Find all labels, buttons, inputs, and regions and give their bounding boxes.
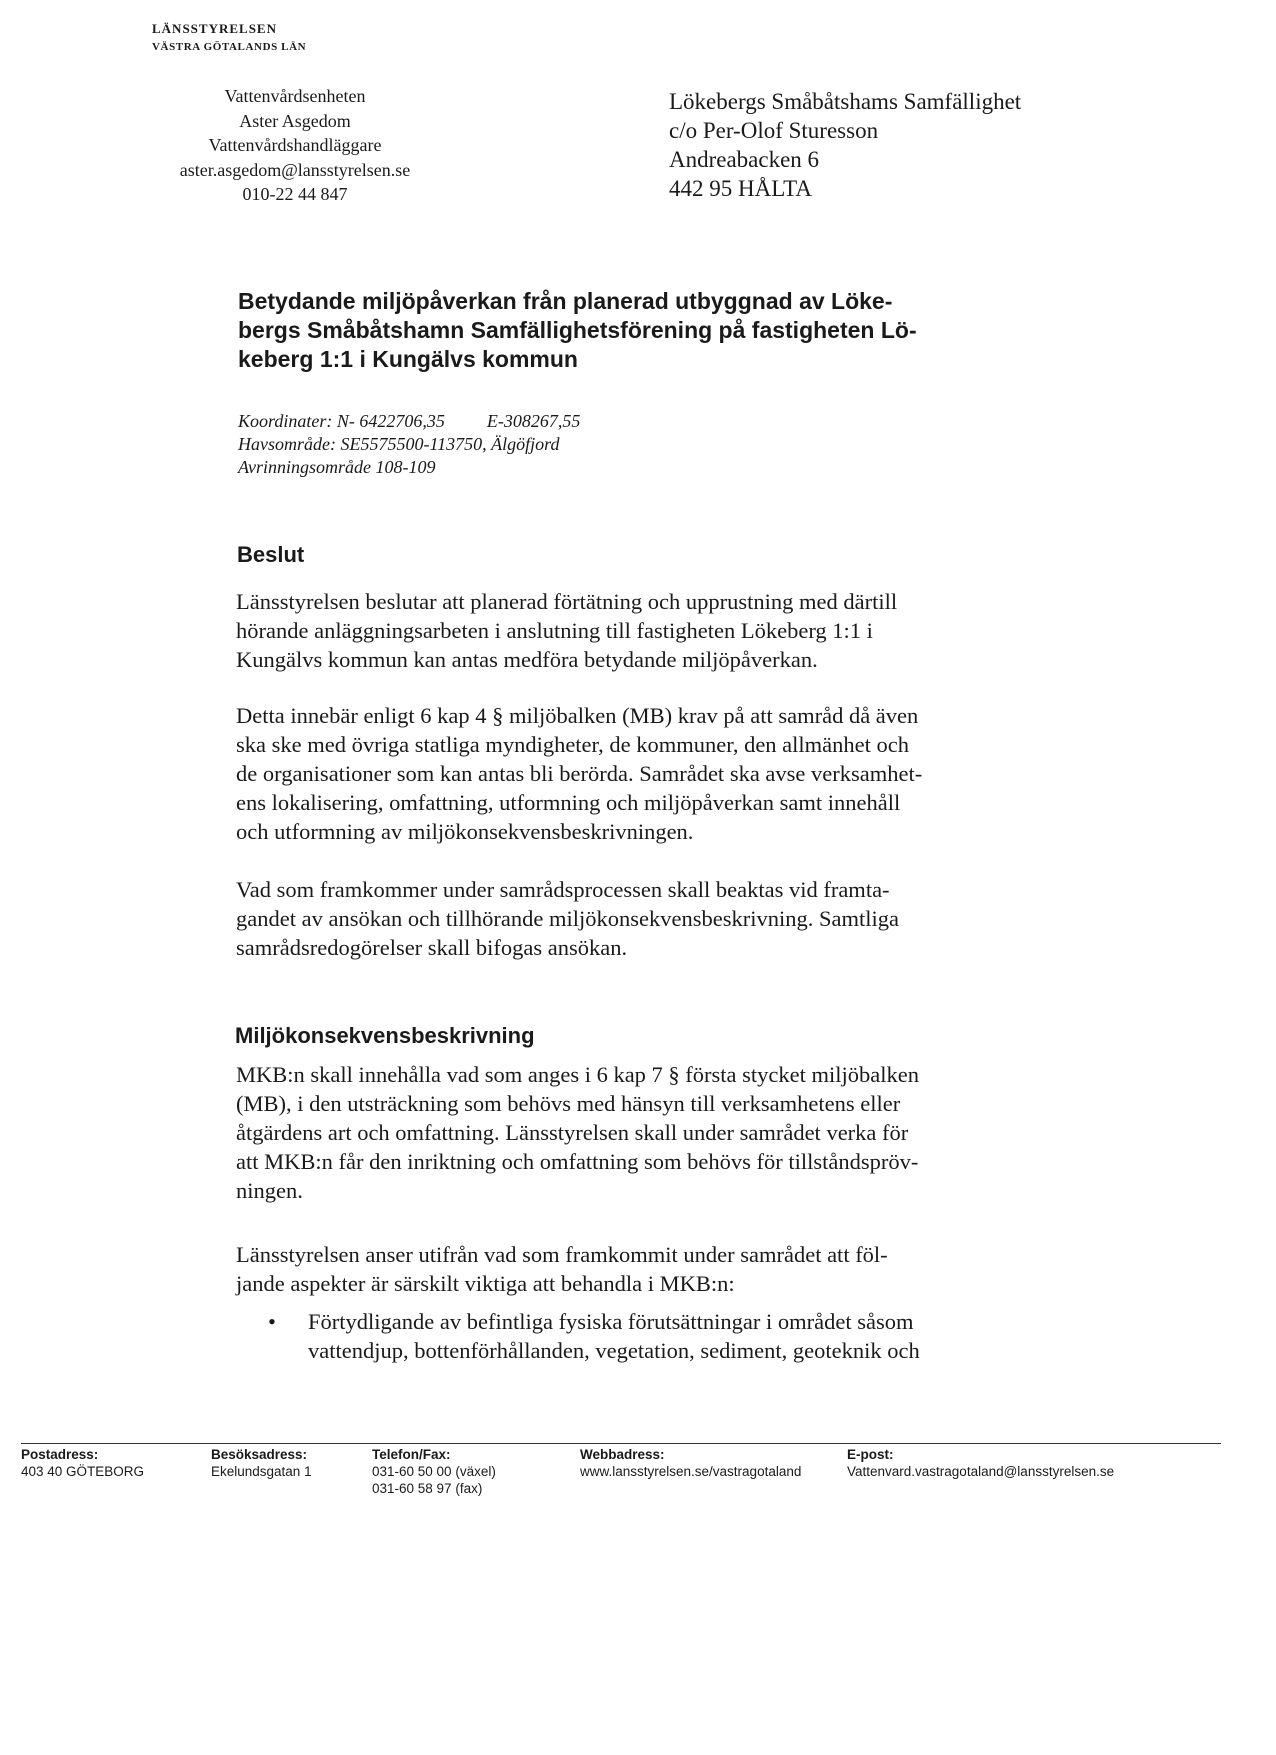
organization-letterhead	[152, 20, 306, 56]
footer-label: Webbadress:	[580, 1447, 665, 1462]
text-line: jande aspekter är särskilt viktiga att behandla i MKB:n:	[236, 1271, 735, 1296]
sender-name: Aster Asgedom	[239, 110, 351, 131]
footer-label: E-post:	[847, 1447, 894, 1462]
paragraph-decision	[236, 587, 1026, 674]
footer-label: Telefon/Fax:	[372, 1447, 451, 1462]
text-line: och utformning av miljökonsekvensbeskrivningen.	[236, 819, 694, 844]
sender-unit: Vattenvårdsenheten	[224, 86, 366, 106]
recipient-address	[669, 87, 1021, 203]
footer-phone-fax	[372, 1446, 496, 1497]
paragraph-consultation	[236, 701, 1026, 846]
footer-value: 031-60 58 97 (fax)	[372, 1481, 483, 1496]
footer-label: Besöksadress:	[211, 1447, 308, 1462]
text-line: Detta innebär enligt 6 kap 4 § miljöbalken (MB) krav på att samråd då även	[236, 703, 919, 728]
recipient-line: Lökebergs Småbåtshams Samfällighet	[669, 89, 1022, 114]
title-line: keberg 1:1 i Kungälvs kommun	[238, 346, 578, 372]
footer-value: Vattenvard.vastragotaland@lansstyrelsen.se	[847, 1464, 1115, 1479]
coordinates-block	[238, 410, 580, 479]
document-title	[238, 287, 998, 374]
footer-value: www.lansstyrelsen.se/vastragotaland	[580, 1464, 802, 1479]
text-line: Länsstyrelsen anser utifrån vad som framkommit under samrådet att föl-	[236, 1242, 888, 1267]
text-line: MKB:n skall innehålla vad som anges i 6 kap 7 § första stycket miljöbalken	[236, 1062, 919, 1087]
sender-role: Vattenvårdshandläggare	[208, 135, 382, 155]
org-region: VÄSTRA GÖTALANDS LÄN	[152, 41, 307, 53]
text-line: gandet av ansökan och tillhörande miljökonsekvensbeskrivning. Samtliga	[236, 906, 899, 931]
text-line: Länsstyrelsen beslutar att planerad förtätning och upprustning med därtill	[236, 589, 898, 614]
coordinate-east: E-308267,55	[486, 411, 581, 431]
coordinate-north: Koordinater: N- 6422706,35	[238, 411, 445, 431]
footer-email	[847, 1446, 1114, 1480]
footer-web-address	[580, 1446, 801, 1480]
footer-value: 031-60 50 00 (växel)	[372, 1464, 496, 1479]
paragraph-process	[236, 875, 1026, 962]
sender-block	[150, 84, 440, 207]
text-line: samrådsredogörelser skall bifogas ansökan.	[236, 935, 628, 960]
text-line: hörande anläggningsarbeten i anslutning till fastigheten Lökeberg 1:1 i	[236, 618, 873, 643]
paragraph-mkb-content	[236, 1060, 1026, 1205]
text-line: att MKB:n får den inriktning och omfattning som behövs för tillståndspröv-	[236, 1149, 919, 1174]
bullet-dot-icon: •	[268, 1309, 276, 1334]
recipient-line: c/o Per-Olof Sturesson	[669, 118, 879, 143]
title-line: bergs Småbåtshamn Samfällighetsförening på fastigheten Lö-	[238, 317, 917, 343]
text-line: vattendjup, bottenförhållanden, vegetation, sediment, geoteknik och	[308, 1338, 920, 1363]
catchment-area: Avrinningsområde 108-109	[238, 457, 436, 477]
footer-label: Postadress:	[21, 1447, 99, 1462]
text-line: ningen.	[236, 1178, 303, 1203]
text-line: Vad som framkommer under samrådsprocessen skall beaktas vid framta-	[236, 877, 890, 902]
sea-area: Havsområde: SE5575500-113750, Älgöfjord	[238, 434, 560, 454]
text-line: åtgärdens art och omfattning. Länsstyrelsen skall under samrådet verka för	[236, 1120, 909, 1145]
footer-visiting-address	[211, 1446, 312, 1480]
title-line: Betydande miljöpåverkan från planerad utbyggnad av Löke-	[238, 288, 893, 314]
section-heading-mkb: Miljökonsekvensbeskrivning	[235, 1023, 535, 1048]
footer-divider	[21, 1443, 1221, 1444]
footer-value: 403 40 GÖTEBORG	[21, 1464, 145, 1479]
sender-phone: 010-22 44 847	[242, 184, 348, 204]
footer-postal-address	[21, 1446, 144, 1480]
text-line: Kungälvs kommun kan antas medföra betydande miljöpåverkan.	[236, 647, 818, 672]
org-name: LÄNSSTYRELSEN	[152, 21, 277, 36]
text-line: de organisationer som kan antas bli berörda. Samrådet ska avse verksamhet-	[236, 761, 923, 786]
text-line: (MB), i den utsträckning som behövs med hänsyn till verksamhetens eller	[236, 1091, 901, 1116]
text-line: ska ske med övriga statliga myndigheter, de kommuner, den allmänhet och	[236, 732, 910, 757]
recipient-line: Andreabacken 6	[669, 147, 820, 172]
footer-value: Ekelundsgatan 1	[211, 1464, 312, 1479]
section-heading-beslut: Beslut	[237, 542, 305, 567]
text-line: ens lokalisering, omfattning, utformning och miljöpåverkan samt innehåll	[236, 790, 901, 815]
paragraph-aspects	[236, 1240, 1026, 1298]
sender-email: aster.asgedom@lansstyrelsen.se	[179, 159, 411, 180]
recipient-line: 442 95 HÅLTA	[669, 176, 812, 201]
text-line: Förtydligande av befintliga fysiska förutsättningar i området såsom	[308, 1309, 914, 1334]
